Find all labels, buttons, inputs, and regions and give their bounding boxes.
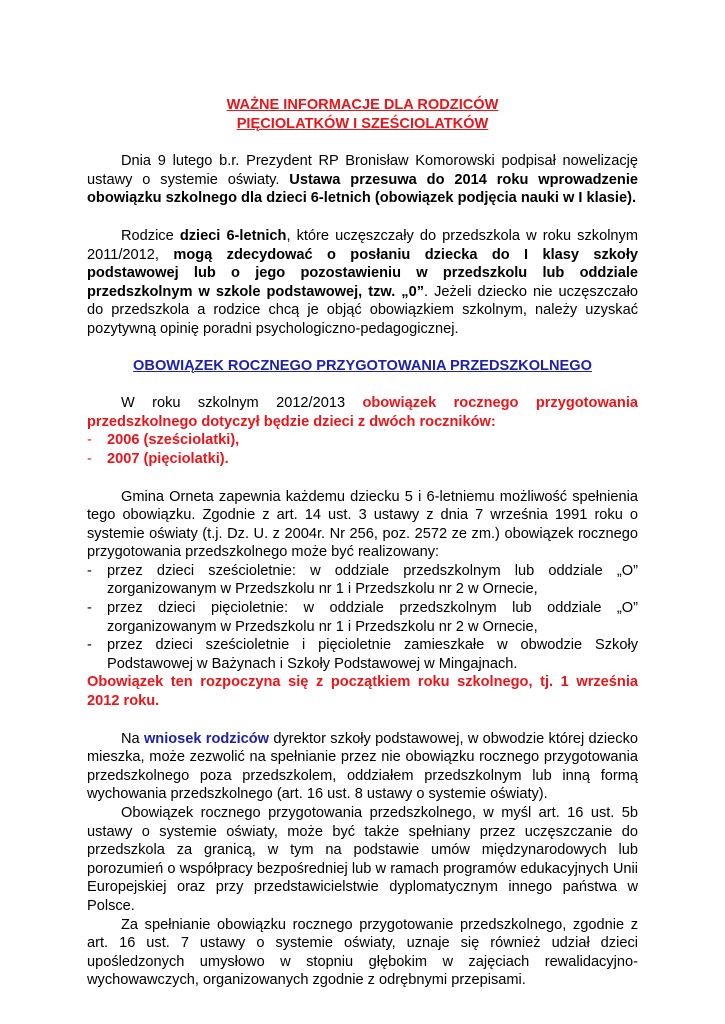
year-2006: 2006 (sześciolatki), (107, 432, 240, 449)
document-title (87, 96, 638, 133)
request-blue: wniosek rodziców (143, 730, 270, 747)
option-six-year-olds: przez dzieci sześcioletnie: w oddziale przedszkolnym lub oddziale „O” zorganizowanym w Przedszkolu nr 1 i Przedszkolu nr 2 w Ornecie, (107, 562, 638, 598)
six-year-olds-text-a: Rodzice (121, 227, 180, 244)
paragraph-six-year-olds (87, 227, 638, 339)
request-text-a: Na (121, 730, 144, 747)
six-year-olds-text-c: . Jeżeli dziecko nie uczęszczało do przedszkola a rodzice chcą je objąć obowiązkiem szkolnym, należy uzyskać pozytywną opinię poradni psychologiczno-pedagogicznej. (87, 283, 639, 337)
title-line-2: PIĘCIOLATKÓW I SZEŚCIOLATKÓW (236, 115, 489, 132)
list-item: - przez dzieci pięcioletnie: w oddziale przedszkolnym lub oddziale „O” zorganizowanym w Przedszkolu nr 1 i Przedszkolu nr 2 w Ornecie, (87, 600, 638, 635)
start-date-note: Obowiązek ten rozpoczyna się z początkiem roku szkolnego, tj. 1 września 2012 roku. (87, 674, 638, 710)
option-five-year-olds: przez dzieci pięcioletnie: w oddziale przedszkolnym lub oddziale „O” zorganizowanym w Przedszkolu nr 1 i Przedszkolu nr 2 w Ornecie, (107, 600, 638, 635)
obligation-red: obowiązek rocznego przygotowania przedszkolnego dotyczył będzie dzieci z dwóch roczników: (87, 395, 638, 430)
six-year-olds-text-b: , które uczęszczały do przedszkola w roku szkolnym 2011/2012, (87, 227, 639, 263)
amendment-bold: Ustawa przesuwa do 2014 roku wprowadzenie obowiązku szkolnego dla dzieci 6-letnich (obowiązek podjęcia nauki w I klasie). (87, 171, 638, 207)
list-item: - przez dzieci sześcioletnie i pięcioletnie zamieszkałe w obwodzie Szkoły Podstawowej w Bażynach i Szkoły Podstawowej w Mingajnach. (87, 637, 638, 672)
list-item: - 2007 (pięciolatki). (87, 450, 229, 467)
six-year-olds-bold-a: dzieci 6-letnich (179, 227, 287, 244)
paragraph-amendment (87, 152, 638, 208)
list-item: - 2006 (sześciolatki), (87, 432, 240, 449)
paragraph-rehabilitation: Za spełnianie obowiązku rocznego przygotowanie przedszkolnego, zgodnie z art. 16 ust. 7 ustawy o systemie oświaty, uznaje się również udział dzieci upośledzonych umysłowo w stopniu głębokim w zajęciach rewalidacyjno-wychowawczych, organizowanych zgodnie z odrębnymi przepisami. (87, 916, 638, 989)
option-bazyny-mingajny: przez dzieci sześcioletnie i pięcioletnie zamieszkałe w obwodzie Szkoły Podstawowej w Bażynach i Szkoły Podstawowej w Mingajnach. (107, 637, 638, 672)
list-item: - przez dzieci sześcioletnie: w oddziale przedszkolnym lub oddziale „O” zorganizowanym w Przedszkolu nr 1 i Przedszkolu nr 2 w Ornecie, (87, 562, 638, 598)
paragraph-obligation-years (87, 394, 638, 431)
request-text-b: dyrektor szkoły podstawowej, w obwodzie której dziecko mieszka, może zezwolić na spełnianie przez nie obowiązku rocznego przygotowania przedszkolnego poza przedszkolem, oddziałem przedszkolnym lub inną formą wychowania przedszkolnego (art. 16 ust. 8 ustawy o systemie oświaty). (87, 730, 638, 803)
amendment-text: Dnia 9 lutego b.r. Prezydent RP Bronisław Komorowski podpisał nowelizację ustawy o systemie oświaty. (87, 153, 638, 188)
year-2007: 2007 (pięciolatki). (107, 450, 229, 467)
section-title: OBOWIĄZEK ROCZNEGO PRZYGOTOWANIA PRZEDSZKOLNEGO (133, 357, 592, 374)
paragraph-gmina: Gmina Orneta zapewnia każdemu dziecku 5 i 6-letniemu możliwość spełnienia tego obowiązku. Zgodnie z art. 14 ust. 3 ustawy z dnia 7 września 1991 roku o systemie oświaty (t.j. Dz. U. z 2004r. Nr 256, poz. 2572 ze zm.) obowiązek rocznego przygotowania przedszkolnego może być realizowany: (87, 488, 638, 561)
document-page (87, 96, 638, 990)
title-line-1: WAŻNE INFORMACJE DLA RODZICÓW (226, 97, 499, 113)
obligation-text: W roku szkolnym 2012/2013 (121, 395, 363, 412)
paragraph-parent-request (87, 730, 638, 804)
paragraph-abroad: Obowiązek rocznego przygotowania przedszkolnego, w myśl art. 16 ust. 5b ustawy o systemie oświaty, może być także spełniany przez uczęszczanie do przedszkola za granicą, w tym na podstawie umów międzynarodowych lub porozumień o współpracy bezpośredniej lub w ramach programów edukacyjnych Unii Europejskiej oraz przy przedstawicielstwie dyplomatycznym innego państwa w Polsce. (87, 805, 638, 914)
six-year-olds-bold-b: mogą zdecydować o posłaniu dziecka do I klasy szkoły podstawowej lub o jego pozostawieniu w przedszkolu lub oddziale przedszkolnym w szkole podstawowej, tzw. „0” (87, 246, 638, 300)
